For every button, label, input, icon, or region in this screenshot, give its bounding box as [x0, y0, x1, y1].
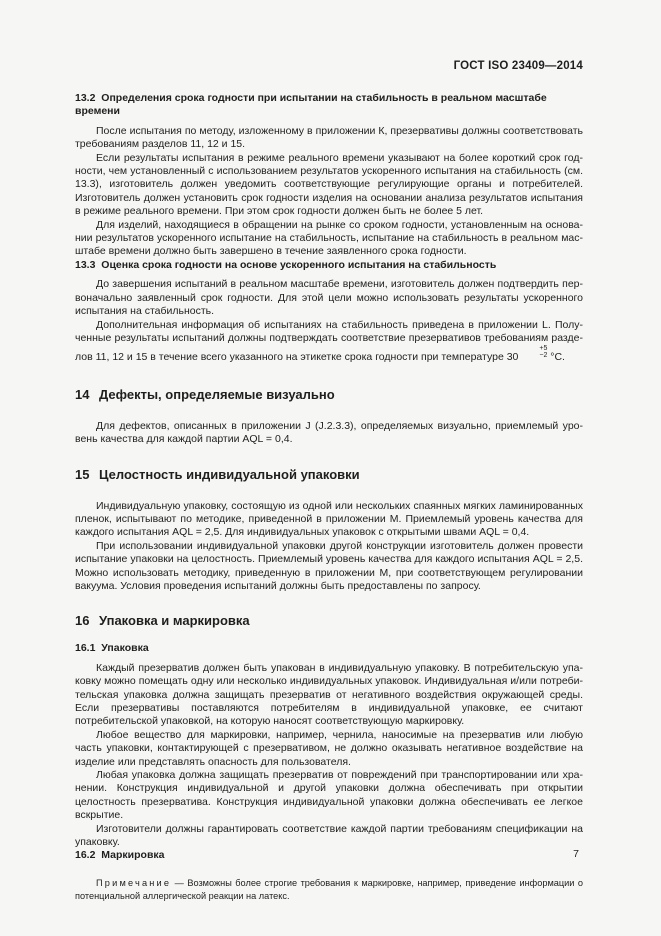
page-content: [75, 92, 583, 904]
subsection-13-2-heading: [75, 92, 583, 119]
paragraph: Индивидуальную упаковку, состоящую из одной или нескольких спаянных мягких ламинированных пленок, испытывают по методике, приведенной в приложении М. Приемлемый уровень качества для каждого испытания AQL = 2,5. Для индивидуальных упаковок с открытыми швами AQL = 0,4.: [75, 499, 583, 539]
tolerance-upper: +5: [539, 345, 548, 353]
section-number: 16: [75, 613, 90, 629]
paragraph: Любое вещество для маркировки, например, чернила, наносимые на презерватив или любую часть упаковки, контактирующей с презервативом, не должно оказывать негативное воздействие на изделие или представлять опасность для пользователя.: [75, 728, 583, 768]
section-title: Целостность индивидуальной упаковки: [99, 466, 360, 482]
paragraph: До завершения испытаний в реальном масштабе времени, изготовитель должен подтвердить первоначально заявленный срок годности. Для этой цели можно использовать результаты ускоренного испытания на стабильность.: [75, 278, 583, 318]
paragraph: Изготовители должны гарантировать соответствие каждой партии требованиям спецификации на упаковку.: [75, 822, 583, 849]
note: [75, 877, 583, 904]
subsection-title: Маркировка: [101, 849, 165, 862]
document-code: ГОСТ ISO 23409—2014: [453, 60, 583, 72]
paragraph: При использовании индивидуальной упаковки другой конструкции изготовитель должен провести испытание упаковки на целостность. Приемлемый уровень качества для каждого испытания AQL = 2,5. Можно использовать методику, приведенную в приложении М, при соответствующем регулировании вакуума. Условия проведения испытаний должны быть предоставлены по запросу.: [75, 539, 583, 592]
section-15-heading: [75, 467, 583, 482]
section-title: Дефекты, определяемые визуально: [99, 386, 335, 402]
section-16-heading: [75, 613, 583, 628]
tolerance-lower: −2: [539, 352, 548, 360]
subsection-number: 16.2: [75, 849, 96, 862]
paragraph: Каждый презерватив должен быть упакован в индивидуальную упаковку. В потребительскую упаковку можно помещать одну или несколько индивидуальных упаковок. Индивидуальная и/или потребительская упаковка должна защищать презерватив от негативного воздействия окружающей среды. Если презервативы поставляются потребителям в индивидуальной упаковке, ее считают потребительской упаковкой, на которую наносят соответствующую маркировку.: [75, 661, 583, 728]
paragraph-with-tolerance: [75, 319, 583, 365]
paragraph-text-end: °С.: [547, 351, 565, 364]
subsection-13-3-heading: [75, 259, 583, 272]
paragraph: Любая упаковка должна защищать презерватив от повреждений при транспортировании или хранении. Конструкция индивидуальной и другой упаковки должна обеспечивать при открытии целостность презерватива. Конструкция индивидуальной упаковки должна обеспечивать ее легкое вскрытие.: [75, 769, 583, 822]
note-label: Примечание: [96, 877, 172, 888]
subsection-16-1-heading: [75, 642, 583, 655]
section-14-heading: [75, 387, 583, 402]
paragraph-text: Дополнительная информация об испытаниях на стабильность приведена в приложении L. Полученные результаты испытаний должны подтверждать соответствие презервативов требованиям разделов 11, 12 и 15 в течение всего указанного на этикетке срока годности при температуре 30: [75, 318, 583, 364]
paragraph: После испытания по методу, изложенному в приложении К, презервативы должны соответствовать требованиям разделов 11, 12 и 15.: [75, 124, 583, 151]
section-title: Упаковка и маркировка: [99, 613, 250, 629]
temperature-tolerance: [518, 345, 547, 359]
paragraph: Для дефектов, описанных в приложении J (J.2.3.3), определяемых визуально, приемлемый уровень качества для каждой партии AQL = 0,4.: [75, 419, 583, 446]
section-number: 15: [75, 466, 90, 482]
section-number: 14: [75, 386, 90, 402]
subsection-number: 13.3: [75, 258, 96, 271]
subsection-title: Оценка срока годности на основе ускоренного испытания на стабильность: [101, 258, 497, 271]
subsection-number: 16.1: [75, 642, 96, 655]
subsection-title: Упаковка: [101, 642, 149, 655]
subsection-title: Определения срока годности при испытании на стабильность в реальном масштабе времени: [75, 92, 547, 118]
paragraph: Для изделий, находящиеся в обращении на рынке со сроком годности, установленным на основании результатов ускоренного испытание на стабильность, испытание на стабильность в реальном масштабе времени должно быть завершено в течение заявленного срока годности.: [75, 218, 583, 258]
note-text: — Возможны более строгие требования к маркировке, например, приведение информации о потенциальной аллергической реакции на латекс.: [75, 877, 583, 902]
subsection-number: 13.2: [75, 92, 96, 104]
subsection-16-2-heading: [75, 849, 583, 862]
page-number: 7: [573, 848, 579, 860]
paragraph: Если результаты испытания в режиме реального времени указывают на более короткий срок годности, чем установленный с использованием результатов ускоренного испытания на стабильность (см. 13.3), изготовитель должен уведомить соответствующие регулирующие органы и потребителей. Изготовитель должен установить срок годности изделия на основании анализа результатов испытания в режиме реального времени. При этом срок годности должен быть не более 5 лет.: [75, 151, 583, 218]
